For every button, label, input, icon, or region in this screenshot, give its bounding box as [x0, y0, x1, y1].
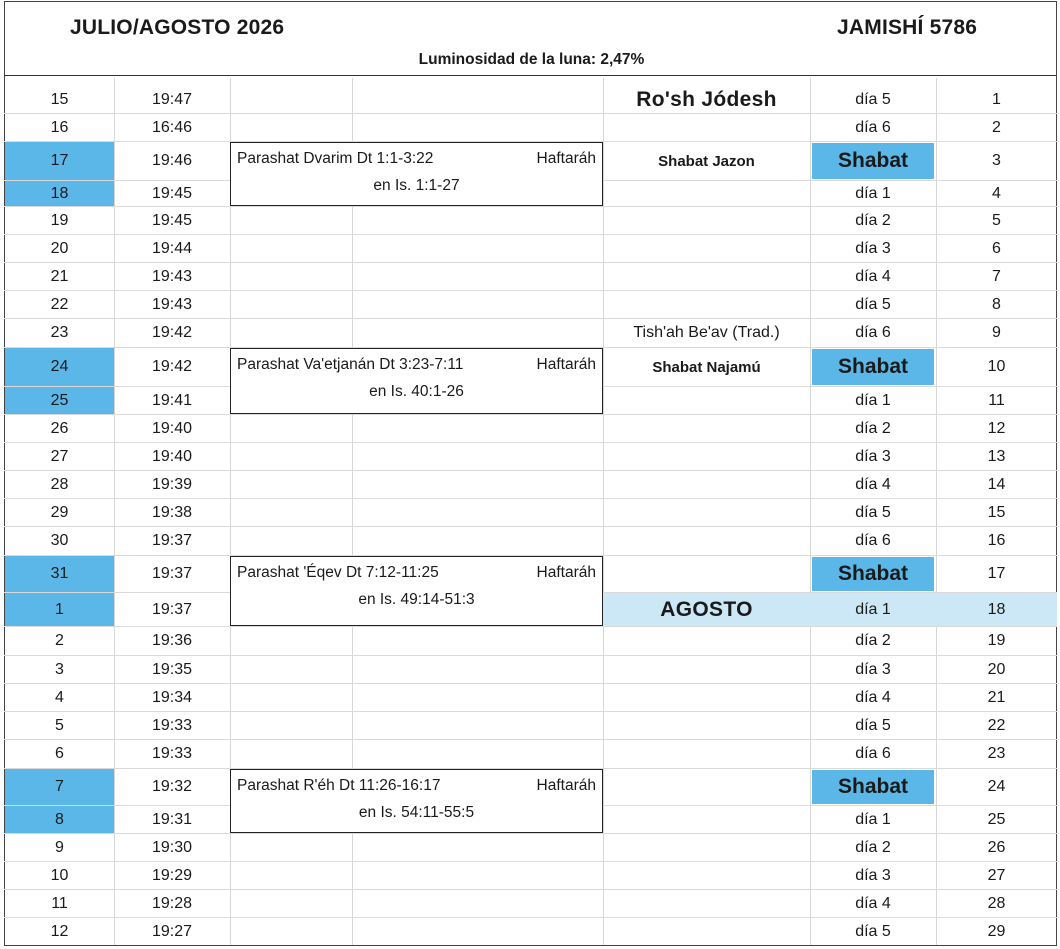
- hebrew-day: 13: [987, 447, 1006, 465]
- gregorian-day: 23: [50, 324, 69, 341]
- haftarah-label: Haftaráh: [536, 777, 596, 794]
- candle-time: 19:44: [151, 239, 193, 257]
- weekday-label: día 5: [855, 922, 891, 940]
- candle-time: 19:45: [151, 184, 193, 202]
- month-label: AGOSTO: [660, 597, 753, 621]
- gregorian-day: 29: [50, 503, 69, 521]
- hebrew-day: 17: [987, 565, 1006, 582]
- gregorian-day: 16: [50, 118, 69, 136]
- shabbat-label: Shabat: [812, 143, 934, 179]
- weekday-label: día 5: [855, 90, 891, 108]
- candle-time: 19:46: [151, 152, 193, 169]
- candle-time: 19:33: [151, 716, 193, 734]
- candle-time: 19:40: [151, 447, 193, 465]
- weekday-label: día 4: [855, 688, 891, 706]
- gregorian-day: 20: [50, 239, 69, 257]
- hebrew-day: 14: [987, 475, 1006, 493]
- candle-time: 19:41: [151, 391, 193, 409]
- hebrew-day: 16: [987, 532, 1006, 549]
- event-label: Shabat Najamú: [652, 358, 761, 376]
- hebrew-day: 1: [992, 90, 1001, 108]
- gregorian-day: 17: [5, 142, 114, 180]
- gregorian-day: 9: [55, 838, 64, 856]
- gregorian-day: 27: [50, 447, 69, 465]
- gregorian-day: 26: [50, 419, 69, 437]
- gregorian-day: 2: [55, 632, 64, 649]
- shabbat-label: Shabat: [812, 349, 934, 385]
- hebrew-day: 28: [987, 894, 1006, 912]
- weekday-label: día 4: [855, 267, 891, 285]
- candle-time: 19:45: [151, 211, 193, 229]
- hebrew-day: 26: [987, 838, 1006, 856]
- gregorian-day: 8: [5, 806, 114, 833]
- weekday-label: día 2: [855, 632, 891, 649]
- candle-time: 19:40: [151, 419, 193, 437]
- haftarah-reading: en Is. 40:1-26: [369, 383, 464, 400]
- parasha-reading: Parashat Dvarim Dt 1:1-3:22: [237, 150, 434, 167]
- weekday-label: día 3: [855, 866, 891, 884]
- gregorian-day: 12: [50, 922, 69, 940]
- hebrew-day: 23: [987, 745, 1006, 762]
- parasha-box: [230, 769, 603, 833]
- candle-time: 19:39: [151, 475, 193, 493]
- hebrew-day: 7: [992, 267, 1001, 285]
- candle-time: 19:35: [151, 660, 193, 678]
- weekday-label: día 5: [855, 503, 891, 521]
- haftarah-label: Haftaráh: [536, 564, 596, 581]
- gregorian-day: 18: [5, 181, 114, 206]
- hebrew-day: 12: [987, 419, 1006, 437]
- gregorian-day: 6: [55, 745, 64, 762]
- hebrew-day: 2: [992, 118, 1001, 136]
- shabbat-label: Shabat: [812, 770, 934, 804]
- grid-column-line: [603, 78, 604, 945]
- hebrew-day: 10: [987, 358, 1006, 375]
- gregorian-day: 24: [5, 348, 114, 386]
- gregorian-day: 22: [50, 295, 69, 313]
- parasha-reading: Parashat Va'etjanán Dt 3:23-7:11: [237, 356, 464, 373]
- hebrew-day: 22: [987, 716, 1006, 734]
- gregorian-day: 30: [50, 532, 69, 549]
- calendar-header: [4, 1, 1057, 76]
- gregorian-day: 11: [51, 894, 68, 912]
- candle-time: 19:27: [151, 922, 193, 940]
- hebrew-day: 25: [987, 810, 1006, 828]
- gregorian-day: 21: [50, 267, 69, 285]
- hebrew-day: 27: [987, 866, 1006, 884]
- candle-time: 19:30: [151, 838, 193, 856]
- shabbat-label: Shabat: [812, 557, 934, 591]
- candle-time: 19:42: [151, 358, 193, 375]
- weekday-label: día 6: [855, 745, 891, 762]
- gregorian-day: 10: [50, 866, 69, 884]
- gregorian-day: 4: [55, 688, 64, 706]
- hebrew-day: 5: [992, 211, 1001, 229]
- candle-time: 19:43: [151, 267, 193, 285]
- weekday-label: día 4: [855, 475, 891, 493]
- parasha-reading: Parashat 'Éqev Dt 7:12-11:25: [237, 564, 439, 581]
- haftarah-reading: en Is. 1:1-27: [373, 177, 460, 194]
- candle-time: 19:29: [151, 866, 193, 884]
- candle-time: 19:31: [151, 810, 193, 828]
- parasha-box: [230, 142, 603, 206]
- weekday-label: día 6: [855, 324, 891, 341]
- candle-time: 19:37: [151, 600, 193, 618]
- weekday-label: día 3: [855, 239, 891, 257]
- hebrew-day: 19: [987, 632, 1006, 649]
- weekday-label: día 5: [855, 716, 891, 734]
- weekday-label: día 1: [855, 810, 891, 828]
- weekday-label: día 5: [855, 295, 891, 313]
- candle-time: 19:33: [151, 745, 193, 762]
- hebrew-day: 24: [987, 778, 1006, 795]
- hebrew-day: 29: [987, 922, 1006, 940]
- weekday-label: día 3: [855, 660, 891, 678]
- gregorian-day: 15: [50, 90, 69, 108]
- haftarah-label: Haftaráh: [536, 356, 596, 373]
- event-label: Ro'sh Jódesh: [636, 87, 777, 111]
- weekday-label: día 1: [855, 184, 891, 202]
- candle-time: 19:37: [151, 565, 193, 582]
- parasha-box: [230, 556, 603, 626]
- hebrew-day: 15: [987, 503, 1006, 521]
- hebrew-day: 4: [992, 184, 1001, 202]
- gregorian-day: 25: [5, 387, 114, 414]
- gregorian-day: 1: [5, 593, 114, 626]
- gregorian-day: 7: [5, 769, 114, 805]
- weekday-label: día 1: [855, 391, 891, 409]
- event-label: Tish'ah Be'av (Trad.): [633, 324, 780, 341]
- candle-time: 19:43: [151, 295, 193, 313]
- hebrew-day: 6: [992, 239, 1001, 257]
- weekday-label: día 6: [855, 532, 891, 549]
- weekday-label: día 1: [855, 600, 891, 618]
- candle-time: 19:42: [151, 324, 193, 341]
- weekday-label: día 4: [855, 894, 891, 912]
- weekday-label: día 3: [855, 447, 891, 465]
- gregorian-day: 28: [50, 475, 69, 493]
- moon-luminosity: Luminosidad de la luna: 2,47%: [418, 51, 645, 68]
- gregorian-month-title: JULIO/AGOSTO 2026: [70, 16, 285, 39]
- event-label: Shabat Jazon: [658, 152, 755, 170]
- candle-time: 19:38: [151, 503, 193, 521]
- gregorian-day: 31: [5, 556, 114, 592]
- candle-time: 16:46: [151, 118, 193, 136]
- weekday-label: día 6: [855, 118, 891, 136]
- candle-time: 19:36: [151, 632, 193, 649]
- parasha-reading: Parashat R'éh Dt 11:26-16:17: [237, 777, 441, 794]
- gregorian-day: 5: [55, 716, 64, 734]
- haftarah-reading: en Is. 49:14-51:3: [358, 591, 475, 608]
- hebrew-day: 21: [987, 688, 1006, 706]
- hebrew-day: 18: [987, 600, 1006, 618]
- parasha-box: [230, 348, 603, 414]
- candle-time: 19:28: [151, 894, 193, 912]
- weekday-label: día 2: [855, 419, 891, 437]
- candle-time: 19:37: [151, 532, 193, 549]
- candle-time: 19:47: [151, 90, 193, 108]
- haftarah-reading: en Is. 54:11-55:5: [358, 804, 475, 821]
- candle-time: 19:34: [151, 688, 193, 706]
- candle-time: 19:32: [151, 778, 193, 795]
- hebrew-day: 9: [992, 324, 1001, 341]
- hebrew-day: 11: [988, 391, 1005, 409]
- weekday-label: día 2: [855, 838, 891, 856]
- haftarah-label: Haftaráh: [536, 150, 596, 167]
- gregorian-day: 3: [55, 660, 64, 678]
- gregorian-day: 19: [50, 211, 69, 229]
- hebrew-month-title: JAMISHÍ 5786: [837, 16, 978, 39]
- hebrew-day: 3: [992, 152, 1001, 169]
- weekday-label: día 2: [855, 211, 891, 229]
- hebrew-day: 8: [992, 295, 1001, 313]
- hebrew-day: 20: [987, 660, 1006, 678]
